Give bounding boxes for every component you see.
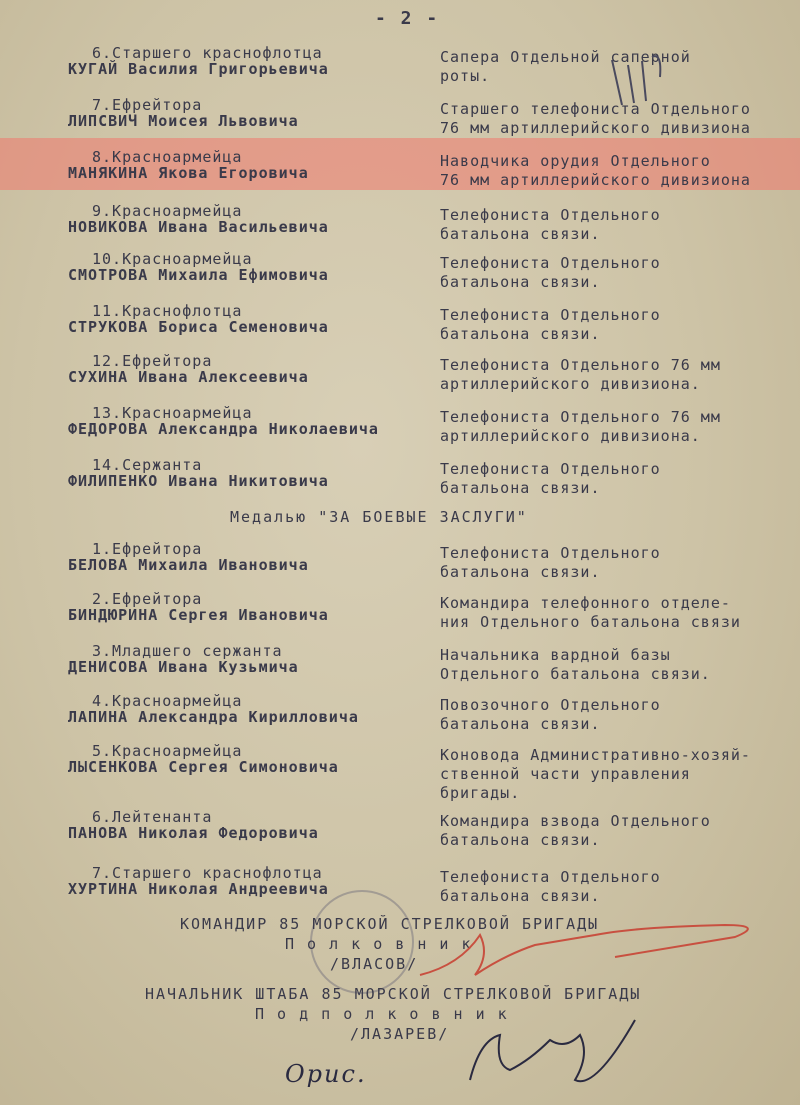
section-title: Медалью "ЗА БОЕВЫЕ ЗАСЛУГИ" (230, 508, 528, 526)
entry-name: СМОТРОВА Михаила Ефимовича (68, 266, 329, 284)
entry-unit: Повозочного Отдельного батальона связи. (440, 696, 661, 733)
entry-unit: Начальника вардной базы Отдельного батальона связи. (440, 646, 711, 683)
entry-unit: Телефониста Отдельного батальона связи. (440, 254, 661, 291)
entry-unit: Командира телефонного отделе- ния Отдельного батальона связи (440, 594, 741, 631)
entry-unit: Телефониста Отдельного батальона связи. (440, 868, 661, 905)
commander-rank: П о л к о в н и к (285, 935, 473, 953)
entry-unit: Телефониста Отдельного батальона связи. (440, 306, 661, 343)
page-number: - 2 - (375, 8, 440, 29)
entry-rank: 1.Ефрейтора (92, 540, 203, 558)
entry-unit: Старшего телефониста Отдельного 76 мм артиллерийского дивизиона (440, 100, 751, 137)
entry-name: ЛИПСВИЧ Моисея Львовича (68, 112, 299, 130)
entry-name: НОВИКОВА Ивана Васильевича (68, 218, 329, 236)
entry-unit: Сапера Отдельной саперной роты. (440, 48, 691, 85)
entry-rank: 9.Красноармейца (92, 202, 243, 220)
entry-rank: 8.Красноармейца (92, 148, 243, 166)
red-signature (420, 925, 748, 975)
handwritten-note: Орис. (285, 1060, 367, 1088)
entry-rank: 6.Лейтенанта (92, 808, 213, 826)
entry-name: СУХИНА Ивана Алексеевича (68, 368, 309, 386)
chief-name: /ЛАЗАРЕВ/ (350, 1025, 450, 1043)
entry-name: БЕЛОВА Михаила Ивановича (68, 556, 309, 574)
entry-name: ХУРТИНА Николая Андреевича (68, 880, 329, 898)
entry-rank: 5.Красноармейца (92, 742, 243, 760)
entry-rank: 3.Младшего сержанта (92, 642, 283, 660)
entry-rank: 11.Краснофлотца (92, 302, 243, 320)
chief-signature (470, 1020, 635, 1081)
entry-rank: 12.Ефрейтора (92, 352, 213, 370)
entry-name: ЛЫСЕНКОВА Сергея Симоновича (68, 758, 339, 776)
entry-rank: 10.Красноармейца (92, 250, 253, 268)
entry-rank: 2.Ефрейтора (92, 590, 203, 608)
entry-name: ФИЛИПЕНКО Ивана Никитовича (68, 472, 329, 490)
entry-unit: Телефониста Отдельного батальона связи. (440, 206, 661, 243)
pencil-mark (612, 56, 660, 105)
entry-rank: 6.Старшего краснофлотца (92, 44, 323, 62)
entry-rank: 7.Ефрейтора (92, 96, 203, 114)
entry-name: МАНЯКИНА Якова Егоровича (68, 164, 309, 182)
entry-name: БИНДЮРИНА Сергея Ивановича (68, 606, 329, 624)
entry-unit: Коновода Административно-хозяй- ственной части управления бригады. (440, 746, 751, 802)
entry-unit: Командира взвода Отдельного батальона связи. (440, 812, 711, 849)
chief-rank: П о д п о л к о в н и к (255, 1005, 509, 1023)
entry-name: КУГАЙ Василия Григорьевича (68, 60, 329, 78)
entry-rank: 7.Старшего краснофлотца (92, 864, 323, 882)
entry-rank: 14.Сержанта (92, 456, 203, 474)
entry-unit: Телефониста Отдельного 76 мм артиллерийского дивизиона. (440, 408, 721, 445)
entry-name: ФЕДОРОВА Александра Николаевича (68, 420, 379, 438)
entry-unit: Наводчика орудия Отдельного 76 мм артиллерийского дивизиона (440, 152, 751, 189)
entry-unit: Телефониста Отдельного батальона связи. (440, 544, 661, 581)
entry-rank: 13.Красноармейца (92, 404, 253, 422)
chief-title: НАЧАЛЬНИК ШТАБА 85 МОРСКОЙ СТРЕЛКОВОЙ БРИГАДЫ (145, 985, 642, 1003)
commander-name: /ВЛАСОВ/ (330, 955, 419, 973)
commander-title: КОМАНДИР 85 МОРСКОЙ СТРЕЛКОВОЙ БРИГАДЫ (180, 915, 600, 933)
entry-name: ДЕНИСОВА Ивана Кузьмича (68, 658, 299, 676)
entry-unit: Телефониста Отдельного 76 мм артиллерийского дивизиона. (440, 356, 721, 393)
entry-name: ЛАПИНА Александра Кирилловича (68, 708, 359, 726)
entry-name: СТРУКОВА Бориса Семеновича (68, 318, 329, 336)
entry-rank: 4.Красноармейца (92, 692, 243, 710)
entry-unit: Телефониста Отдельного батальона связи. (440, 460, 661, 497)
entry-name: ПАНОВА Николая Федоровича (68, 824, 319, 842)
